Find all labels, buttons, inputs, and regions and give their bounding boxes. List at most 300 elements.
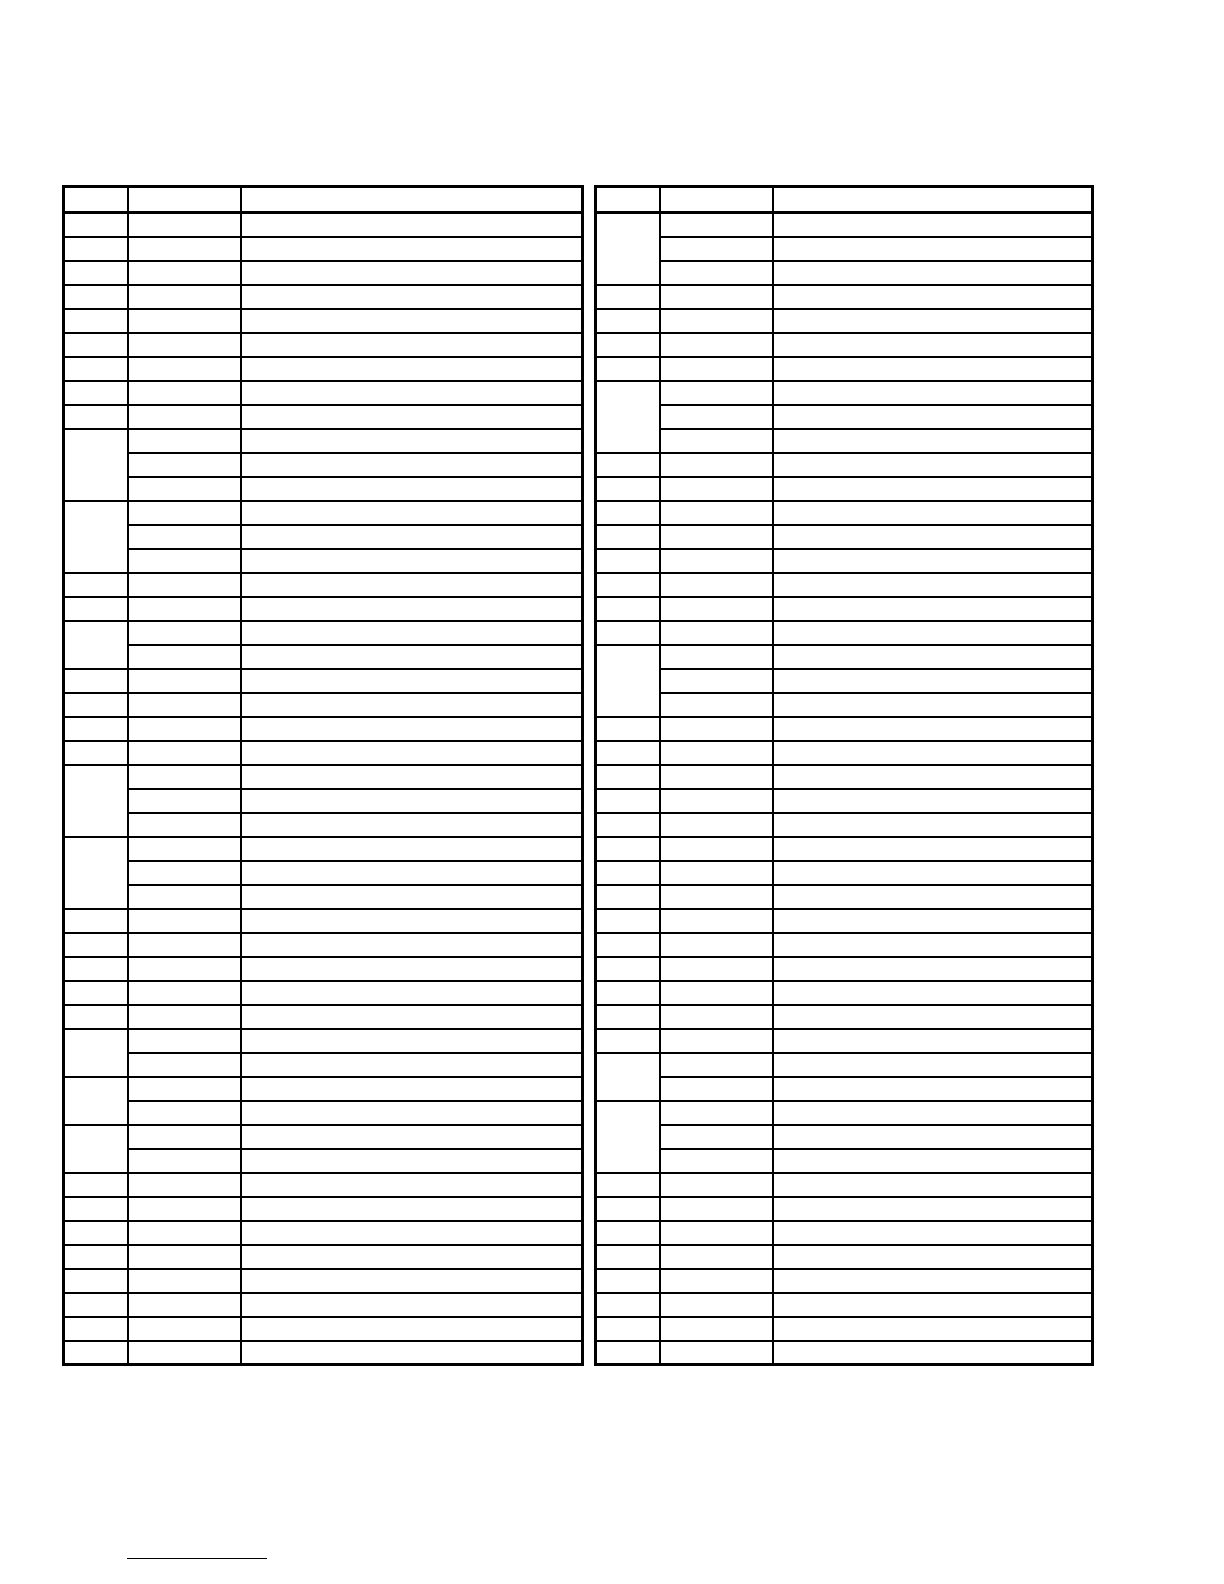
cell-col3	[773, 213, 1093, 237]
table-row	[64, 1005, 583, 1029]
cell-col3	[773, 1173, 1093, 1197]
cell-col1	[64, 669, 128, 693]
cell-col1	[64, 717, 128, 741]
cell-col1	[596, 981, 660, 1005]
cell-col2	[660, 1053, 773, 1077]
cell-col3	[241, 285, 583, 309]
cell-col3	[241, 885, 583, 909]
cell-col1	[64, 357, 128, 381]
cell-col1	[64, 1173, 128, 1197]
cell-col3	[241, 1245, 583, 1269]
parts-table-right	[594, 185, 1094, 1366]
table-row	[596, 741, 1093, 765]
cell-col2	[660, 381, 773, 405]
table-row	[64, 693, 583, 717]
cell-col2	[660, 309, 773, 333]
cell-col2	[660, 1077, 773, 1101]
cell-col1	[64, 237, 128, 261]
table-row	[596, 1293, 1093, 1317]
cell-col3	[241, 645, 583, 669]
cell-col3	[241, 597, 583, 621]
cell-col1	[596, 789, 660, 813]
cell-col1	[596, 477, 660, 501]
cell-col1	[64, 309, 128, 333]
cell-col3	[241, 1149, 583, 1173]
cell-col3	[773, 1149, 1093, 1173]
cell-col1	[64, 1317, 128, 1341]
table-row	[64, 621, 583, 645]
cell-col2	[128, 837, 241, 861]
cell-col3	[241, 741, 583, 765]
cell-col2	[660, 357, 773, 381]
cell-col3	[773, 933, 1093, 957]
table-row	[596, 765, 1093, 789]
cell-col2	[660, 669, 773, 693]
cell-col2	[128, 645, 241, 669]
table-row	[64, 1197, 583, 1221]
cell-col3	[773, 261, 1093, 285]
table-row	[64, 717, 583, 741]
table-row	[64, 1173, 583, 1197]
table-row	[596, 573, 1093, 597]
cell-col3	[241, 957, 583, 981]
cell-col3	[241, 1173, 583, 1197]
cell-col2	[660, 981, 773, 1005]
cell-col2	[660, 909, 773, 933]
cell-col1	[64, 1029, 128, 1077]
cell-col2	[128, 597, 241, 621]
cell-col2	[128, 213, 241, 237]
cell-col1	[64, 213, 128, 237]
cell-col1	[596, 285, 660, 309]
cell-col1	[64, 573, 128, 597]
cell-col3	[773, 477, 1093, 501]
cell-col3	[773, 1317, 1093, 1341]
cell-col3	[241, 1005, 583, 1029]
cell-col2	[660, 957, 773, 981]
cell-col2	[128, 1101, 241, 1125]
cell-col3	[241, 1053, 583, 1077]
cell-col3	[241, 1029, 583, 1053]
cell-col2	[660, 453, 773, 477]
table-row	[64, 1245, 583, 1269]
cell-col3	[773, 909, 1093, 933]
cell-col2	[660, 573, 773, 597]
table-row	[64, 885, 583, 909]
cell-col1	[596, 837, 660, 861]
cell-col1	[64, 1197, 128, 1221]
table-row	[64, 1077, 583, 1101]
cell-col2	[128, 909, 241, 933]
table-row	[596, 237, 1093, 261]
table-body-right	[596, 187, 1093, 1365]
cell-col3	[241, 1293, 583, 1317]
cell-col3	[773, 597, 1093, 621]
cell-col1	[596, 597, 660, 621]
cell-col3	[773, 885, 1093, 909]
table-row	[596, 597, 1093, 621]
cell-col1	[64, 933, 128, 957]
cell-col1	[64, 285, 128, 309]
cell-col3	[773, 741, 1093, 765]
cell-col3	[241, 429, 583, 453]
cell-col2	[128, 1197, 241, 1221]
cell-col1	[596, 1341, 660, 1365]
cell-col2	[660, 1029, 773, 1053]
cell-col3	[773, 573, 1093, 597]
cell-col1	[596, 381, 660, 453]
cell-col2	[660, 645, 773, 669]
table-row	[64, 1053, 583, 1077]
cell-col2	[660, 525, 773, 549]
cell-col2	[128, 1221, 241, 1245]
cell-col2	[128, 813, 241, 837]
table-row	[64, 309, 583, 333]
cell-col2	[660, 621, 773, 645]
cell-col3	[241, 1125, 583, 1149]
cell-col3	[773, 765, 1093, 789]
table-row	[64, 741, 583, 765]
cell-col1	[596, 1005, 660, 1029]
cell-col2	[128, 309, 241, 333]
cell-col1	[596, 1269, 660, 1293]
cell-col3	[241, 813, 583, 837]
cell-col2	[660, 477, 773, 501]
table-row	[64, 765, 583, 789]
table-row	[64, 261, 583, 285]
cell-col1	[64, 1077, 128, 1125]
cell-col2	[660, 333, 773, 357]
cell-col1	[596, 909, 660, 933]
cell-col2	[660, 597, 773, 621]
cell-col3	[773, 525, 1093, 549]
cell-col2	[660, 1101, 773, 1125]
table-row	[596, 1341, 1093, 1365]
cell-col2	[128, 621, 241, 645]
cell-col1	[596, 1053, 660, 1101]
cell-col2	[660, 1005, 773, 1029]
cell-col3	[241, 309, 583, 333]
cell-col2	[128, 453, 241, 477]
table-row	[596, 621, 1093, 645]
cell-col1	[596, 501, 660, 525]
cell-col1	[596, 765, 660, 789]
cell-col3	[773, 645, 1093, 669]
cell-col2	[128, 1053, 241, 1077]
cell-col3	[773, 309, 1093, 333]
cell-col1	[64, 501, 128, 573]
table-row	[64, 549, 583, 573]
cell-col2	[660, 933, 773, 957]
cell-col1	[64, 621, 128, 669]
table-row	[64, 429, 583, 453]
table-row	[596, 933, 1093, 957]
cell-col1	[596, 957, 660, 981]
table-row	[596, 549, 1093, 573]
cell-col2	[128, 1149, 241, 1173]
table-row	[596, 1149, 1093, 1173]
cell-col1	[596, 1317, 660, 1341]
table-row	[596, 645, 1093, 669]
cell-col2	[660, 285, 773, 309]
cell-col3	[241, 621, 583, 645]
header-cell-col1	[596, 187, 660, 213]
cell-col2	[128, 429, 241, 453]
table-body-left	[64, 187, 583, 1365]
table-row	[596, 1269, 1093, 1293]
cell-col2	[660, 765, 773, 789]
cell-col3	[773, 1077, 1093, 1101]
cell-col3	[773, 1269, 1093, 1293]
cell-col3	[241, 717, 583, 741]
cell-col2	[128, 933, 241, 957]
cell-col2	[128, 1317, 241, 1341]
cell-col2	[660, 717, 773, 741]
table-row	[596, 1125, 1093, 1149]
cell-col3	[773, 1221, 1093, 1245]
table-row	[64, 1029, 583, 1053]
table-row	[596, 1317, 1093, 1341]
cell-col1	[64, 693, 128, 717]
cell-col3	[773, 285, 1093, 309]
table-row	[596, 1101, 1093, 1125]
cell-col2	[128, 1293, 241, 1317]
table-row	[64, 1269, 583, 1293]
cell-col1	[596, 1245, 660, 1269]
cell-col3	[241, 573, 583, 597]
table-row	[64, 837, 583, 861]
cell-col3	[241, 1317, 583, 1341]
cell-col1	[596, 645, 660, 717]
cell-col1	[64, 909, 128, 933]
cell-col3	[241, 765, 583, 789]
cell-col3	[241, 405, 583, 429]
cell-col3	[773, 621, 1093, 645]
table-row	[596, 837, 1093, 861]
cell-col3	[773, 453, 1093, 477]
cell-col2	[128, 1341, 241, 1365]
cell-col1	[596, 1101, 660, 1173]
cell-col3	[241, 693, 583, 717]
cell-col2	[660, 1173, 773, 1197]
cell-col3	[241, 1101, 583, 1125]
cell-col1	[64, 381, 128, 405]
cell-col1	[596, 933, 660, 957]
cell-col2	[660, 1293, 773, 1317]
table-row	[64, 645, 583, 669]
cell-col2	[660, 1221, 773, 1245]
cell-col3	[773, 861, 1093, 885]
cell-col1	[596, 1173, 660, 1197]
table-row	[596, 261, 1093, 285]
cell-col3	[773, 1341, 1093, 1365]
cell-col2	[128, 357, 241, 381]
cell-col2	[128, 741, 241, 765]
cell-col3	[241, 357, 583, 381]
table-row	[596, 477, 1093, 501]
cell-col3	[241, 1197, 583, 1221]
cell-col2	[660, 261, 773, 285]
table-row	[596, 813, 1093, 837]
cell-col3	[773, 357, 1093, 381]
cell-col3	[241, 669, 583, 693]
cell-col2	[128, 1269, 241, 1293]
cell-col3	[241, 549, 583, 573]
cell-col2	[660, 1149, 773, 1173]
header-cell-col1	[64, 187, 128, 213]
cell-col2	[660, 549, 773, 573]
cell-col1	[64, 261, 128, 285]
cell-col3	[773, 837, 1093, 861]
cell-col1	[596, 453, 660, 477]
cell-col3	[773, 1197, 1093, 1221]
cell-col1	[64, 1125, 128, 1173]
cell-col1	[64, 1341, 128, 1365]
cell-col3	[773, 813, 1093, 837]
table-row	[596, 1005, 1093, 1029]
cell-col1	[64, 597, 128, 621]
cell-col2	[660, 789, 773, 813]
header-cell-col2	[660, 187, 773, 213]
table-row	[596, 213, 1093, 237]
table-row	[596, 429, 1093, 453]
cell-col3	[241, 333, 583, 357]
table-row	[64, 861, 583, 885]
header-cell-col3	[241, 187, 583, 213]
cell-col1	[596, 549, 660, 573]
table-row	[596, 1245, 1093, 1269]
cell-col3	[241, 933, 583, 957]
table-row	[596, 909, 1093, 933]
cell-col2	[128, 765, 241, 789]
cell-col2	[660, 405, 773, 429]
table-row	[64, 789, 583, 813]
cell-col3	[773, 669, 1093, 693]
cell-col2	[128, 1125, 241, 1149]
cell-col1	[64, 429, 128, 501]
table-row	[64, 453, 583, 477]
table-row	[64, 909, 583, 933]
cell-col2	[128, 237, 241, 261]
cell-col2	[128, 669, 241, 693]
cell-col3	[773, 501, 1093, 525]
table-row	[596, 1173, 1093, 1197]
table-row	[596, 885, 1093, 909]
table-row	[64, 1317, 583, 1341]
cell-col3	[773, 1245, 1093, 1269]
table-row	[596, 501, 1093, 525]
table-row	[596, 309, 1093, 333]
cell-col3	[241, 981, 583, 1005]
cell-col2	[128, 789, 241, 813]
table-row	[596, 1077, 1093, 1101]
cell-col2	[660, 813, 773, 837]
cell-col3	[773, 1125, 1093, 1149]
cell-col3	[773, 1101, 1093, 1125]
cell-col2	[128, 957, 241, 981]
cell-col2	[128, 285, 241, 309]
table-row	[596, 333, 1093, 357]
footer-rule	[127, 1558, 267, 1559]
cell-col1	[596, 1197, 660, 1221]
cell-col3	[241, 237, 583, 261]
cell-col1	[596, 621, 660, 645]
cell-col3	[773, 237, 1093, 261]
cell-col2	[128, 981, 241, 1005]
cell-col2	[128, 1077, 241, 1101]
table-row	[64, 933, 583, 957]
cell-col1	[596, 573, 660, 597]
cell-col3	[241, 525, 583, 549]
table-row	[596, 453, 1093, 477]
cell-col2	[128, 861, 241, 885]
cell-col2	[660, 429, 773, 453]
cell-col3	[773, 957, 1093, 981]
cell-col1	[596, 813, 660, 837]
table-row	[596, 525, 1093, 549]
cell-col1	[596, 309, 660, 333]
cell-col2	[128, 1173, 241, 1197]
cell-col1	[596, 525, 660, 549]
table-row	[596, 861, 1093, 885]
table-row	[64, 1341, 583, 1365]
table-row	[64, 1149, 583, 1173]
cell-col1	[64, 333, 128, 357]
table-row	[596, 957, 1093, 981]
cell-col2	[128, 549, 241, 573]
table-row	[596, 789, 1093, 813]
cell-col3	[241, 861, 583, 885]
cell-col3	[773, 405, 1093, 429]
table-row	[64, 357, 583, 381]
cell-col2	[128, 885, 241, 909]
cell-col1	[64, 1269, 128, 1293]
cell-col1	[64, 957, 128, 981]
cell-col2	[128, 525, 241, 549]
cell-col3	[773, 1005, 1093, 1029]
cell-col1	[596, 213, 660, 285]
table-row	[596, 1197, 1093, 1221]
cell-col3	[773, 1293, 1093, 1317]
table-row	[64, 1125, 583, 1149]
cell-col1	[64, 1221, 128, 1245]
cell-col2	[660, 1197, 773, 1221]
table-row	[64, 285, 583, 309]
table-row	[64, 333, 583, 357]
table-row	[64, 981, 583, 1005]
table-row	[64, 237, 583, 261]
cell-col1	[596, 1293, 660, 1317]
cell-col2	[128, 405, 241, 429]
table-row	[596, 405, 1093, 429]
cell-col3	[773, 333, 1093, 357]
cell-col1	[596, 717, 660, 741]
table-row	[64, 1221, 583, 1245]
cell-col3	[241, 909, 583, 933]
cell-col2	[128, 717, 241, 741]
cell-col2	[660, 693, 773, 717]
table-row	[596, 693, 1093, 717]
header-cell-col3	[773, 187, 1093, 213]
table-row	[64, 525, 583, 549]
cell-col1	[64, 1293, 128, 1317]
cell-col3	[773, 789, 1093, 813]
cell-col3	[241, 1341, 583, 1365]
parts-table-left	[62, 185, 584, 1366]
header-cell-col2	[128, 187, 241, 213]
table-row	[596, 1029, 1093, 1053]
cell-col2	[128, 381, 241, 405]
